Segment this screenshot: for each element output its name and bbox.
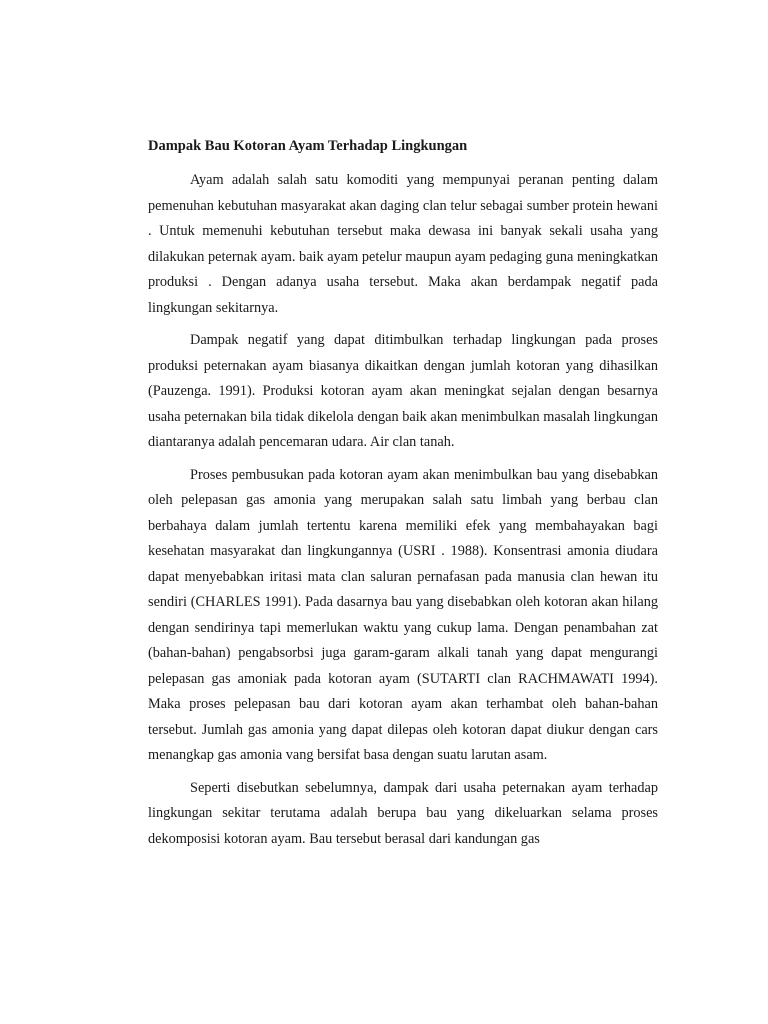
paragraph-4: Seperti disebutkan sebelumnya, dampak dari usaha peternakan ayam terhadap lingkungan sekitar terutama adalah berupa bau yang dikeluarkan selama proses dekomposisi kotoran ayam. Bau tersebut berasal dari kandungan gas: [148, 779, 658, 847]
paragraph-2: Dampak negatif yang dapat ditimbulkan terhadap lingkungan pada proses produksi peternakan ayam biasanya dikaitkan dengan jumlah kotoran yang dihasilkan (Pauzenga. 1991). Produksi kotoran ayam akan meningkat sejalan dengan besarnya usaha peternakan bila tidak dikelola dengan baik akan menimbulkan masalah lingkungan diantaranya adalah pencemaran udara. Air clan tanah.: [148, 332, 658, 450]
paragraph-3: Proses pembusukan pada kotoran ayam akan menimbulkan bau yang disebabkan oleh pelepasan gas amonia yang merupakan salah satu limbah yang berbau clan berbahaya dalam jumlah tertentu karena memiliki efek yang membahayakan bagi kesehatan masyarakat dan lingkungannya (USRI . 1988). Konsentrasi amonia diudara dapat menyebabkan iritasi mata clan saluran pernafasan pada manusia clan hewan itu sendiri (CHARLES 1991). Pada dasarnya bau yang disebabkan oleh kotoran akan hilang dengan sendirinya tapi memerlukan waktu yang cukup lama. Dengan penambahan zat (bahan-bahan) pengabsorbsi juga garam-garam alkali tanah yang dapat mengurangi pelepasan gas amoniak pada kotoran ayam (SUTARTI clan RACHMAWATI 1994). Maka proses pelepasan bau dari kotoran ayam akan terhambat oleh bahan-bahan tersebut. Jumlah gas amonia yang dapat dilepas oleh kotoran dapat diukur dengan cars menangkap gas amonia vang bersifat basa dengan suatu larutan asam.: [148, 466, 658, 763]
document-title: Dampak Bau Kotoran Ayam Terhadap Lingkungan: [148, 138, 468, 154]
document-body: [148, 134, 658, 859]
paragraph-1: Ayam adalah salah satu komoditi yang mempunyai peranan penting dalam pemenuhan kebutuhan masyarakat akan daging clan telur sebagai sumber protein hewani . Untuk memenuhi kebutuhan tersebut maka dewasa ini banyak sekali usaha yang dilakukan peternak ayam. baik ayam petelur maupun ayam pedaging guna meningkatkan produksi . Dengan adanya usaha tersebut. Maka akan berdampak negatif pada lingkungan sekitarnya.: [148, 172, 658, 316]
